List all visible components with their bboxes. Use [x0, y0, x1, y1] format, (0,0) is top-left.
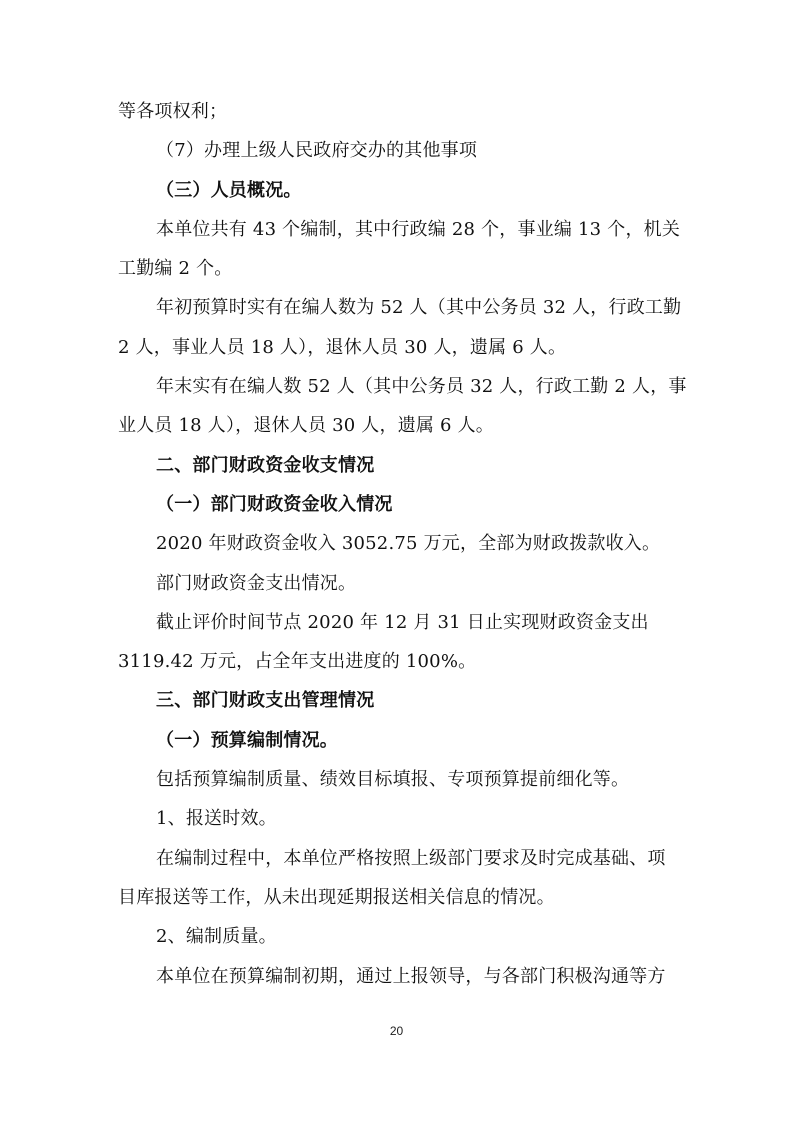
paragraph-line: 部门财政资金支出情况。: [156, 572, 357, 594]
paragraph-line: 业人员 18 人），退休人员 30 人，遗属 6 人。: [118, 415, 494, 437]
subsection-heading-income: （一）部门财政资金收入情况: [156, 493, 393, 515]
paragraph-line: 目库报送等工作，从未出现延期报送相关信息的情况。: [118, 886, 555, 908]
section-heading-staff: （三）人员概况。: [156, 179, 302, 201]
paragraph-line: 等各项权利；: [118, 101, 228, 122]
section-heading-2: 二、部门财政资金收支情况: [156, 454, 375, 476]
paragraph-line: 在编制过程中，本单位严格按照上级部门要求及时完成基础、项: [156, 847, 666, 869]
paragraph-line: 2020 年财政资金收入 3052.75 万元，全部为财政拨款收入。: [156, 533, 661, 555]
paragraph-line: 本单位共有 43 个编制，其中行政编 28 个，事业编 13 个，机关: [156, 218, 681, 240]
paragraph-line: 年初预算时实有在编人数为 52 人（其中公务员 32 人，行政工勤: [156, 297, 682, 319]
paragraph-line: 工勤编 2 个。: [118, 258, 233, 280]
paragraph-line: 3119.42 万元，占全年支出进度的 100%。: [118, 651, 477, 673]
paragraph-line: 2 人，事业人员 18 人），退休人员 30 人，遗属 6 人。: [118, 336, 567, 358]
paragraph-line: 1、报送时效。: [156, 808, 277, 830]
paragraph-line: 年末实有在编人数 52 人（其中公务员 32 人，行政工勤 2 人，事: [156, 376, 687, 398]
paragraph-line: 包括预算编制质量、绩效目标填报、专项预算提前细化等。: [156, 769, 630, 791]
body-text: [118, 97, 687, 1001]
paragraph-line: 本单位在预算编制初期，通过上报领导，与各部门积极沟通等方: [156, 965, 666, 987]
subsection-heading-budget: （一）预算编制情况。: [156, 729, 338, 751]
paragraph-line: 截止评价时间节点 2020 年 12 月 31 日止实现财政资金支出: [156, 611, 649, 633]
page-number: 20: [389, 1024, 404, 1038]
paragraph-line: 2、编制质量。: [156, 926, 277, 948]
section-heading-3: 三、部门财政支出管理情况: [156, 690, 375, 712]
paragraph-line: （7）办理上级人民政府交办的其他事项: [156, 140, 478, 162]
